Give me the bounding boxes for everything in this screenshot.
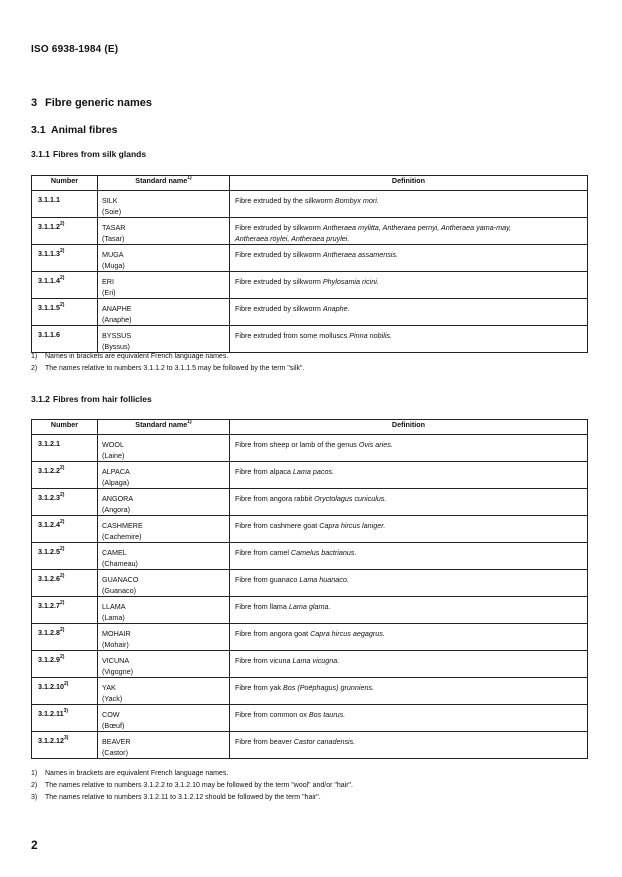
standard-name: [98, 570, 230, 597]
footnote: 1) Names in brackets are equivalent French language names.: [31, 770, 229, 777]
french-name: (Bœuf): [102, 721, 125, 730]
row-number: 3.1.2.6$^{2)}$: [32, 570, 98, 597]
row-number: 3.1.1.2$^{2)}$: [32, 218, 98, 245]
subsection-heading: [31, 124, 118, 136]
standard-name: [98, 272, 230, 299]
row-number: 3.1.2.12$^{3)}$: [32, 732, 98, 759]
definition: Fibre extruded from some molluscs Pinna nobilis.: [230, 326, 588, 353]
definition: Fibre from guanaco Lama huanaco.: [230, 570, 588, 597]
fibre-name: WOOL: [102, 440, 124, 449]
definition: Fibre from vicuna Lama vicugna.: [230, 651, 588, 678]
row-number: 3.1.1.1: [32, 191, 98, 218]
hair-heading-number: 3.1.2: [31, 394, 50, 404]
row-number: 3.1.2.1: [32, 435, 98, 462]
fibre-name: COW: [102, 710, 120, 719]
standard-name: [98, 489, 230, 516]
table-row: [32, 597, 588, 624]
french-name: (Mohair): [102, 640, 129, 649]
fibre-name: BYSSUS: [102, 331, 132, 340]
column-header-standard-name: Standard name$^{1)}$: [98, 176, 230, 191]
standard-name: [98, 191, 230, 218]
definition: Fibre extruded by silkworm Antheraea assamensis.: [230, 245, 588, 272]
french-name: (Soie): [102, 207, 122, 216]
french-name: (Vigogne): [102, 667, 134, 676]
silk-heading: [31, 149, 146, 159]
definition: Fibre from angora goat Capra hircus aegagrus.: [230, 624, 588, 651]
row-number: 3.1.2.2$^{2)}$: [32, 462, 98, 489]
silk-table: [31, 175, 588, 353]
fibre-name: YAK: [102, 683, 116, 692]
silk-heading-number: 3.1.1: [31, 149, 50, 159]
definition: Fibre extruded by silkworm Anaphe.: [230, 299, 588, 326]
table-row: [32, 218, 588, 245]
definition: Fibre from camel Camelus bactrianus.: [230, 543, 588, 570]
definition: Fibre from beaver Castor canadensis.: [230, 732, 588, 759]
standard-name: [98, 705, 230, 732]
standard-name: [98, 326, 230, 353]
definition: Fibre from sheep or lamb of the genus Ovis aries.: [230, 435, 588, 462]
table-row: [32, 462, 588, 489]
row-number: 3.1.1.3$^{2)}$: [32, 245, 98, 272]
definition: Fibre from common ox Bos taurus.: [230, 705, 588, 732]
fibre-name: BEAVER: [102, 737, 131, 746]
standard-name: [98, 516, 230, 543]
standard-name: [98, 732, 230, 759]
section-title: Fibre generic names: [45, 97, 152, 109]
table-row: [32, 732, 588, 759]
section-heading: [31, 97, 152, 109]
french-name: (Guanaco): [102, 586, 136, 595]
fibre-name: GUANACO: [102, 575, 139, 584]
hair-table: [31, 419, 588, 759]
hair-heading-title: Fibres from hair follicles: [53, 394, 152, 404]
standard-name: [98, 597, 230, 624]
footnote: 3) The names relative to numbers 3.1.2.11 to 3.1.2.12 should be followed by the term "hair".: [31, 794, 321, 801]
definition: Fibre extruded by silkworm Phylosamia ricini.: [230, 272, 588, 299]
row-number: 3.1.2.3$^{2)}$: [32, 489, 98, 516]
standard-name: [98, 218, 230, 245]
fibre-name: CAMEL: [102, 548, 127, 557]
standard-name: [98, 624, 230, 651]
french-name: (Eri): [102, 288, 116, 297]
fibre-name: SILK: [102, 196, 118, 205]
french-name: (Lama): [102, 613, 125, 622]
table-row: [32, 191, 588, 218]
french-name: (Castor): [102, 748, 128, 757]
document-header: ISO 6938-1984 (E): [31, 44, 119, 55]
page-number: 2: [31, 838, 38, 852]
fibre-name: VICUNA: [102, 656, 130, 665]
french-name: (Cachemire): [102, 532, 142, 541]
row-number: 3.1.2.4$^{2)}$: [32, 516, 98, 543]
definition: Fibre from llama Lama glama.: [230, 597, 588, 624]
definition: Fibre from angora rabbit Oryctolagus cuniculus.: [230, 489, 588, 516]
silk-footnotes: [31, 353, 304, 377]
section-number: 3: [31, 97, 38, 109]
subsection-number: 3.1: [31, 124, 46, 136]
table-row: [32, 326, 588, 353]
standard-name: [98, 543, 230, 570]
table-row: [32, 705, 588, 732]
hair-heading: [31, 394, 152, 404]
footnote: 1) Names in brackets are equivalent French language names.: [31, 353, 229, 360]
hair-footnotes: [31, 770, 353, 806]
table-row: [32, 570, 588, 597]
column-header-definition: Definition: [230, 176, 588, 191]
row-number: 3.1.1.4$^{2)}$: [32, 272, 98, 299]
french-name: (Muga): [102, 261, 125, 270]
fibre-name: TASAR: [102, 223, 126, 232]
french-name: (Laine): [102, 451, 125, 460]
table-row: [32, 678, 588, 705]
row-number: 3.1.2.5$^{2)}$: [32, 543, 98, 570]
definition: Fibre from cashmere goat Capra hircus laniger.: [230, 516, 588, 543]
column-header-number: Number: [32, 420, 98, 435]
fibre-name: ANGORA: [102, 494, 134, 503]
fibre-name: LLAMA: [102, 602, 126, 611]
french-name: (Angora): [102, 505, 130, 514]
table-row: [32, 624, 588, 651]
table-row: [32, 651, 588, 678]
fibre-name: CASHMERE: [102, 521, 143, 530]
row-number: 3.1.2.9$^{2)}$: [32, 651, 98, 678]
footnote: 2) The names relative to numbers 3.1.2.2 to 3.1.2.10 may be followed by the term "wool" and/or "hair".: [31, 782, 353, 789]
row-number: 3.1.2.7$^{2)}$: [32, 597, 98, 624]
column-header-number: Number: [32, 176, 98, 191]
row-number: 3.1.1.5$^{2)}$: [32, 299, 98, 326]
definition: Fibre from yak Bos (Poëphagus) grunniens.: [230, 678, 588, 705]
definition: Fibre from alpaca Lama pacos.: [230, 462, 588, 489]
silk-heading-title: Fibres from silk glands: [53, 149, 147, 159]
fibre-name: MUGA: [102, 250, 124, 259]
table-row: [32, 435, 588, 462]
column-header-standard-name: Standard name$^{1)}$: [98, 420, 230, 435]
definition: Fibre extruded by the silkworm Bombyx mori.: [230, 191, 588, 218]
row-number: 3.1.2.8$^{2)}$: [32, 624, 98, 651]
standard-name: [98, 435, 230, 462]
table-row: [32, 272, 588, 299]
fibre-name: ANAPHE: [102, 304, 132, 313]
table-header-row: [32, 420, 588, 435]
column-header-definition: Definition: [230, 420, 588, 435]
french-name: (Chameau): [102, 559, 138, 568]
fibre-name: ALPACA: [102, 467, 130, 476]
subsection-title: Animal fibres: [51, 124, 118, 136]
definition: Fibre extruded by silkworm Antheraea mylitta, Antheraea pernyi, Antheraea yama-may, Antheraea roylei, Antheraea pruylei.: [230, 218, 588, 245]
row-number: 3.1.2.11$^{3)}$: [32, 705, 98, 732]
french-name: (Alpaga): [102, 478, 130, 487]
table-row: [32, 516, 588, 543]
fibre-name: ERI: [102, 277, 114, 286]
table-row: [32, 245, 588, 272]
standard-name: [98, 462, 230, 489]
standard-name: [98, 245, 230, 272]
standard-name: [98, 299, 230, 326]
fibre-name: MOHAIR: [102, 629, 131, 638]
standard-name: [98, 651, 230, 678]
table-row: [32, 543, 588, 570]
french-name: (Byssus): [102, 342, 130, 351]
table-row: [32, 299, 588, 326]
table-header-row: [32, 176, 588, 191]
french-name: (Anaphe): [102, 315, 132, 324]
row-number: 3.1.2.10$^{2)}$: [32, 678, 98, 705]
standard-name: [98, 678, 230, 705]
french-name: (Yack): [102, 694, 123, 703]
row-number: 3.1.1.6: [32, 326, 98, 353]
table-row: [32, 489, 588, 516]
footnote: 2) The names relative to numbers 3.1.1.2 to 3.1.1.5 may be followed by the term "silk".: [31, 365, 305, 372]
french-name: (Tasar): [102, 234, 125, 243]
